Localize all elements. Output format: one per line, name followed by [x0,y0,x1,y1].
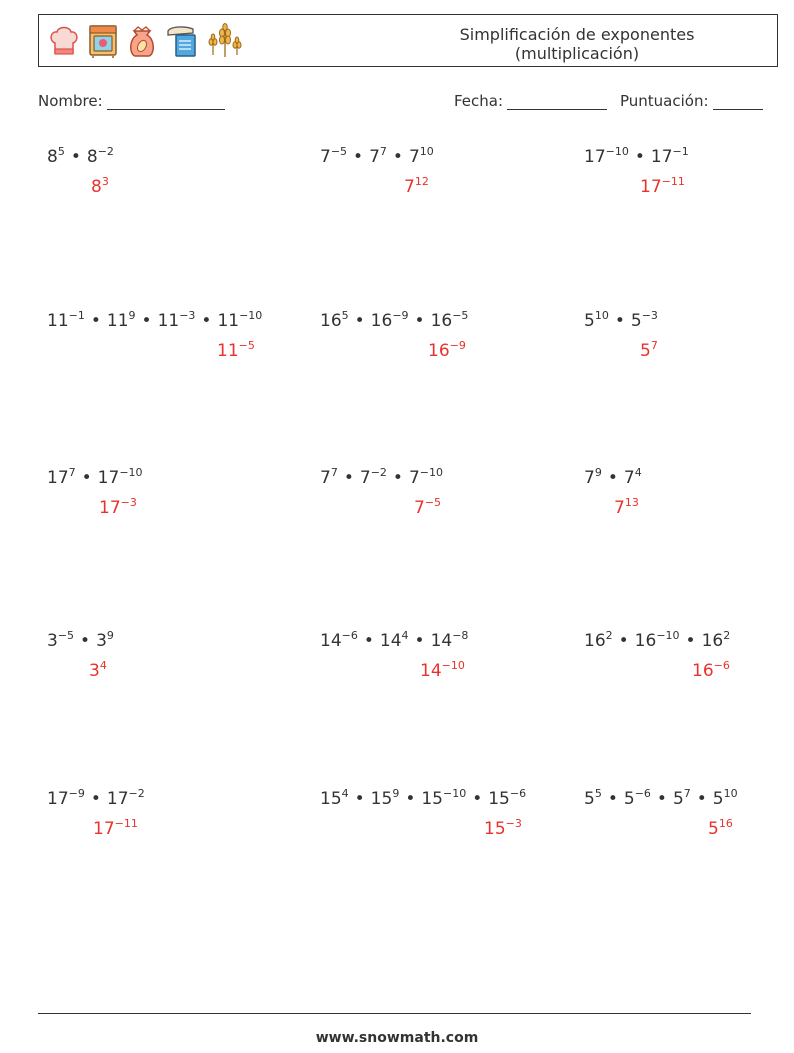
expression-term-exponent: 2 [605,629,613,642]
title-line-1: Simplificación de exponentes [459,25,695,44]
expression-term [409,147,434,167]
problem-item [584,310,794,362]
date-label: Fecha: [454,92,504,110]
expression-term [371,789,400,809]
expression-term-base: 14 [379,631,402,651]
multiply-dot: • [90,311,101,331]
multiply-dot: • [80,631,91,651]
expression-term-exponent: −10 [239,309,263,322]
expression-term [488,789,526,809]
expression-term-base: 17 [106,789,129,809]
expression-term-exponent: 9 [106,629,114,642]
expression-term-base: 3 [47,631,58,651]
answer-power [420,661,465,681]
expression-term-base: 7 [320,468,331,488]
expression-term-exponent: −3 [641,309,658,322]
expression-term [584,631,613,651]
answer-power-base: 14 [420,661,442,681]
multiply-dot: • [392,147,403,167]
multiply-dot: • [392,468,403,488]
expression-term [702,631,731,651]
problem-answer [47,340,297,362]
expression-term [584,311,609,331]
expression-term-base: 15 [421,789,443,809]
multiply-dot: • [656,789,667,809]
expression-term-exponent: −10 [656,629,680,642]
problem-item [320,310,570,362]
problem-expression [320,467,570,489]
problem-answer [320,660,570,682]
problem-answer [47,497,297,519]
name-field [38,92,225,110]
expression-term-exponent: −5 [452,309,469,322]
expression-term-base: 3 [96,631,107,651]
answer-power [640,341,658,361]
expression-term-exponent: 9 [594,466,602,479]
problem-item [47,146,297,198]
problem-expression [584,630,794,652]
expression-term-exponent: −1 [68,309,85,322]
expression-term [320,468,338,488]
expression-term-exponent: 5 [341,309,349,322]
problem-item [320,788,570,840]
expression-term [320,631,358,651]
expression-term-base: 7 [369,147,380,167]
answer-power-base: 17 [99,498,121,518]
answer-power-exponent: 4 [99,659,107,672]
multiply-dot: • [354,789,365,809]
header-icons [47,23,251,59]
answer-power [93,819,138,839]
answer-power [640,177,685,197]
expression-term-exponent: 5 [594,787,602,800]
multiply-dot: • [696,789,707,809]
expression-term-base: 5 [630,311,642,331]
expression-term [320,147,347,167]
expression-term-base: 5 [584,311,595,331]
expression-term-base: 7 [408,468,420,488]
answer-power-base: 7 [614,498,625,518]
expression-term-exponent: 7 [379,145,387,158]
expression-term-exponent: 10 [723,787,738,800]
problem-expression [584,146,794,168]
expression-term-exponent: 9 [128,309,136,322]
expression-term-exponent: 4 [401,629,409,642]
expression-term [371,311,409,331]
expression-term-exponent: −10 [442,787,467,800]
answer-power-base: 11 [217,341,239,361]
problem-expression [320,310,570,332]
multiply-dot: • [414,631,425,651]
multiply-dot: • [405,789,416,809]
multiply-dot: • [354,311,365,331]
expression-term-base: 7 [359,468,371,488]
expression-term-base: 5 [672,789,684,809]
chef-hat-icon [47,23,81,59]
problem-answer [320,176,570,198]
answer-power-exponent: −11 [114,817,138,830]
expression-term [635,631,680,651]
answer-power [428,341,466,361]
problem-expression [47,630,297,652]
expression-term-base: 8 [47,147,58,167]
problem-item [320,146,570,198]
expression-term-exponent: 2 [723,629,731,642]
expression-term [624,789,651,809]
answer-power-base: 3 [89,661,100,681]
expression-term-base: 15 [320,789,342,809]
problem-expression [47,467,297,489]
expression-term [584,147,629,167]
date-blank[interactable] [507,93,607,110]
expression-term-base: 14 [320,631,342,651]
expression-term-exponent: −2 [370,466,387,479]
expression-term-base: 5 [712,789,724,809]
expression-term [107,789,145,809]
expression-term-exponent: −8 [452,629,469,642]
expression-term [360,468,387,488]
multiply-dot: • [81,468,92,488]
multiply-dot: • [607,789,618,809]
answer-power-exponent: −3 [505,817,522,830]
answer-power [89,661,107,681]
problem-expression [584,310,794,332]
problem-answer [47,818,297,840]
answer-power-base: 16 [428,341,450,361]
expression-term-exponent: 4 [634,466,642,479]
problem-expression [320,788,570,810]
answer-power-base: 7 [404,177,415,197]
expression-term [47,311,85,331]
expression-term-base: 7 [623,468,635,488]
expression-term [713,789,738,809]
expression-term-base: 11 [47,311,69,331]
problem-answer [320,340,570,362]
expression-term [431,311,469,331]
expression-term [47,631,74,651]
answer-power-exponent: 7 [650,339,658,352]
expression-term-base: 17 [47,468,69,488]
problem-answer [584,176,794,198]
expression-term [47,147,65,167]
problem-answer [584,660,794,682]
title-line-2: (multiplicación) [514,44,640,63]
answer-power-base: 7 [414,498,425,518]
expression-term-base: 14 [430,631,453,651]
expression-term [47,468,76,488]
expression-term-exponent: −2 [97,145,114,158]
expression-term-base: 16 [370,311,393,331]
multiply-dot: • [607,468,618,488]
wheat-icon [205,23,245,59]
expression-term [158,311,196,331]
expression-term-exponent: −10 [119,466,143,479]
answer-power [692,661,730,681]
multiply-dot: • [141,311,152,331]
multiply-dot: • [353,147,364,167]
score-blank[interactable] [713,93,763,110]
expression-term-base: 11 [106,311,129,331]
problem-item [47,788,297,840]
expression-term-base: 17 [97,468,120,488]
expression-term-exponent: −3 [179,309,196,322]
answer-power-base: 5 [640,341,651,361]
answer-power [708,819,733,839]
worksheet-title [447,25,707,63]
answer-power-exponent: −6 [713,659,730,672]
expression-term-base: 16 [584,631,606,651]
multiply-dot: • [685,631,696,651]
answer-power-base: 5 [708,819,719,839]
expression-term-exponent: −1 [672,145,689,158]
worksheet-header [38,14,778,67]
answer-power [217,341,255,361]
expression-term-base: 11 [157,311,180,331]
problem-item [47,467,297,519]
expression-term-base: 16 [701,631,724,651]
expression-term-base: 15 [488,789,510,809]
problem-item [320,630,570,682]
problem-answer [320,497,570,519]
problem-expression [320,146,570,168]
expression-term-exponent: −6 [509,787,527,800]
expression-term-base: 16 [320,311,342,331]
flour-sack-icon [125,23,159,59]
expression-term-base: 5 [623,789,635,809]
answer-power-exponent: 3 [101,175,109,188]
expression-term [431,631,469,651]
answer-power-exponent: −9 [449,339,466,352]
expression-term-exponent: 10 [419,145,434,158]
expression-term-base: 8 [86,147,98,167]
problem-expression [584,467,794,489]
expression-term [409,468,443,488]
expression-term-base: 17 [47,789,69,809]
expression-term [584,468,602,488]
problem-answer [584,818,794,840]
problem-item [47,310,297,362]
expression-term-exponent: −10 [419,466,443,479]
problem-answer [47,176,297,198]
multiply-dot: • [618,631,629,651]
expression-term [421,789,466,809]
answer-power-exponent: −5 [424,496,442,509]
answer-power-base: 16 [692,661,714,681]
problem-expression [320,630,570,652]
expression-term-exponent: 7 [68,466,76,479]
multiply-dot: • [472,789,483,809]
multiply-dot: • [90,789,101,809]
multiply-dot: • [363,631,374,651]
expression-term [380,631,409,651]
name-blank[interactable] [107,93,225,110]
answer-power-base: 17 [93,819,115,839]
answer-power-base: 8 [91,177,102,197]
answer-power-exponent: 12 [414,175,429,188]
problem-item [47,630,297,682]
expression-term-exponent: −9 [392,309,409,322]
expression-term-base: 5 [584,789,595,809]
answer-power-base: 17 [640,177,662,197]
expression-term-base: 7 [584,468,595,488]
name-label: Nombre: [38,92,103,110]
expression-term [107,311,136,331]
answer-power [614,498,639,518]
problem-item [584,467,794,519]
answer-power [414,498,441,518]
expression-term-exponent: 5 [57,145,65,158]
expression-term-exponent: −9 [68,787,85,800]
expression-term-exponent: 4 [341,787,349,800]
expression-term-exponent: 7 [330,466,338,479]
problem-item [320,467,570,519]
expression-term-exponent: 10 [594,309,609,322]
multiply-dot: • [634,147,645,167]
expression-term [87,147,114,167]
expression-term-base: 16 [634,631,657,651]
expression-term [624,468,642,488]
problem-expression [584,788,794,810]
answer-power-exponent: −11 [661,175,685,188]
answer-power-exponent: −5 [238,339,255,352]
expression-term [631,311,658,331]
problem-expression [47,146,297,168]
expression-term-base: 15 [370,789,393,809]
expression-term [320,311,349,331]
expression-term [584,789,602,809]
date-field [454,92,607,110]
expression-term-base: 17 [584,147,606,167]
score-field [620,92,763,110]
footer-site: www.snowmath.com [315,1030,479,1046]
measuring-jug-icon [165,23,199,59]
answer-power [99,498,137,518]
problem-item [584,146,794,198]
expression-term-exponent: −10 [605,145,629,158]
answer-power-exponent: 16 [718,817,733,830]
multiply-dot: • [343,468,354,488]
expression-term-base: 17 [650,147,673,167]
expression-term [47,789,85,809]
expression-term [673,789,691,809]
answer-power-exponent: 13 [624,496,639,509]
expression-term-exponent: 7 [683,787,691,800]
expression-term-base: 16 [430,311,453,331]
expression-term [96,631,114,651]
expression-term-exponent: −2 [128,787,145,800]
answer-power [91,177,109,197]
expression-term-base: 7 [320,147,331,167]
score-label: Puntuación: [620,92,709,110]
expression-term [98,468,143,488]
multiply-dot: • [201,311,212,331]
problem-answer [584,340,794,362]
problem-answer [584,497,794,519]
answer-power-exponent: −3 [120,496,137,509]
multiply-dot: • [414,311,425,331]
expression-term-exponent: −6 [341,629,358,642]
expression-term [320,789,349,809]
footer-divider [38,1013,751,1014]
expression-term-base: 11 [217,311,240,331]
answer-power [484,819,522,839]
problem-item [584,788,794,840]
multiply-dot: • [614,311,625,331]
answer-power [404,177,429,197]
expression-term-exponent: −5 [330,145,348,158]
problem-answer [320,818,570,840]
problem-expression [47,310,297,332]
problem-expression [47,788,297,810]
oven-icon [87,23,119,59]
expression-term-exponent: 9 [392,787,400,800]
answer-power-exponent: −10 [441,659,465,672]
expression-term [369,147,387,167]
answer-power-base: 15 [484,819,506,839]
expression-term-base: 7 [408,147,420,167]
expression-term-exponent: −5 [57,629,75,642]
problem-answer [47,660,297,682]
expression-term [651,147,689,167]
expression-term [217,311,262,331]
expression-term-exponent: −6 [634,787,651,800]
multiply-dot: • [70,147,81,167]
problem-item [584,630,794,682]
